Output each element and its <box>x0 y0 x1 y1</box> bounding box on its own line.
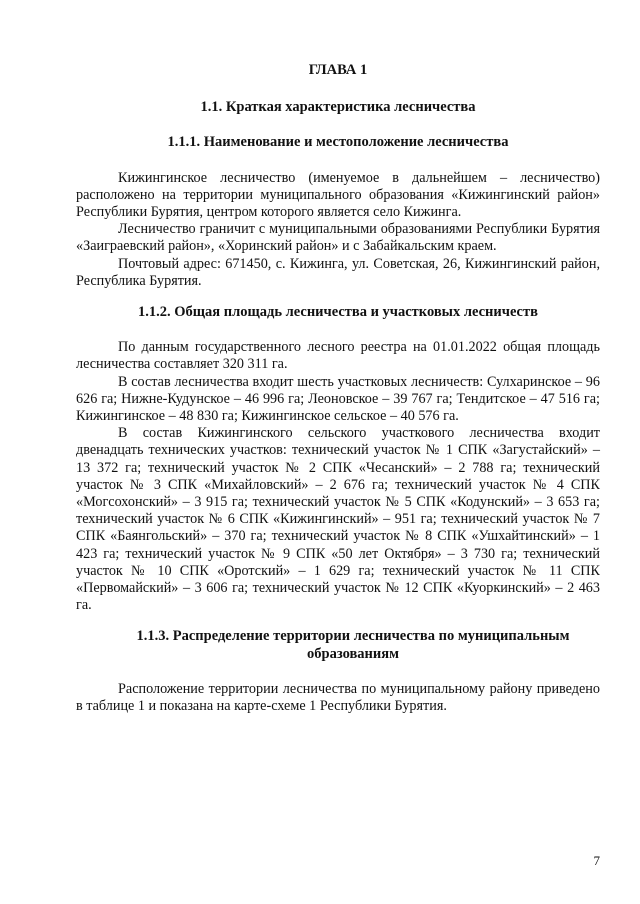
section-1-1-heading: 1.1. Краткая характеристика лесничества <box>200 99 476 116</box>
paragraph: В состав Кижингинского сельского участкового лесничества входит двенадцать технических участков: технический участок № 1 СПК «Загустайский» – 13 372 га; технический участок № 2 СПК «Чесанский» – 2 788 га; технический участок № 3 СПК «Михайловский» – 2 676 га; технический участок № 4 СПК «Могсохонский» – 3 915 га; технический участок № 5 СПК «Кодунский» – 3 653 га; технический участок № 6 СПК «Кижингинский» – 951 га; технический участок № 7 СПК «Баянгольский» – 370 га; технический участок № 8 СПК «Ушхайтинский» – 1 423 га; технический участок № 9 СПК «50 лет Октября» – 3 730 га; технический участок № 10 СПК «Оротский» – 1 629 га; технический участок № 11 СПК «Первомайский» – 3 606 га; технический участок № 12 СПК «Куоркинский» – 2 463 га. <box>76 425 600 614</box>
paragraph: Расположение территории лесничества по муниципальному району приведено в таблице 1 и показана на карте-схеме 1 Республики Бурятия. <box>76 680 600 715</box>
section-1-1-2-body <box>76 339 600 614</box>
section-1-1-1-body <box>76 170 600 290</box>
section-1-1-2-heading: 1.1.2. Общая площадь лесничества и участковых лесничеств <box>138 304 538 321</box>
chapter-title: ГЛАВА 1 <box>308 62 368 78</box>
section-1-1-3-body <box>76 681 600 715</box>
section-1-1-1-heading: 1.1.1. Наименование и местоположение лесничества <box>167 134 509 151</box>
paragraph: По данным государственного лесного реестра на 01.01.2022 общая площадь лесничества составляет 320 311 га. <box>76 339 600 373</box>
paragraph: Лесничество граничит с муниципальными образованиями Республики Бурятия «Заиграевский район», «Хоринский район» и с Забайкальским краем. <box>76 221 600 255</box>
paragraph: В состав лесничества входит шесть участковых лесничеств: Сулхаринское – 96 626 га; Нижне-Кудунское – 46 996 га; Леоновское – 39 767 га; Тендитское – 47 516 га; Кижингинское – 48 830 га; Кижингинское сельское – 40 576 га. <box>76 373 600 425</box>
section-1-1-3-heading: 1.1.3. Распределение территории лесничества по муниципальным образованиям <box>136 628 570 662</box>
page-number: 7 <box>593 853 600 868</box>
paragraph: Почтовый адрес: 671450, с. Кижинга, ул. Советская, 26, Кижингинский район, Республика Бурятия. <box>76 255 600 289</box>
paragraph: Кижингинское лесничество (именуемое в дальнейшем – лесничество) расположено на территории муниципального образования «Кижингинский район» Республики Бурятия, центром которого является село Кижинга. <box>76 169 600 221</box>
